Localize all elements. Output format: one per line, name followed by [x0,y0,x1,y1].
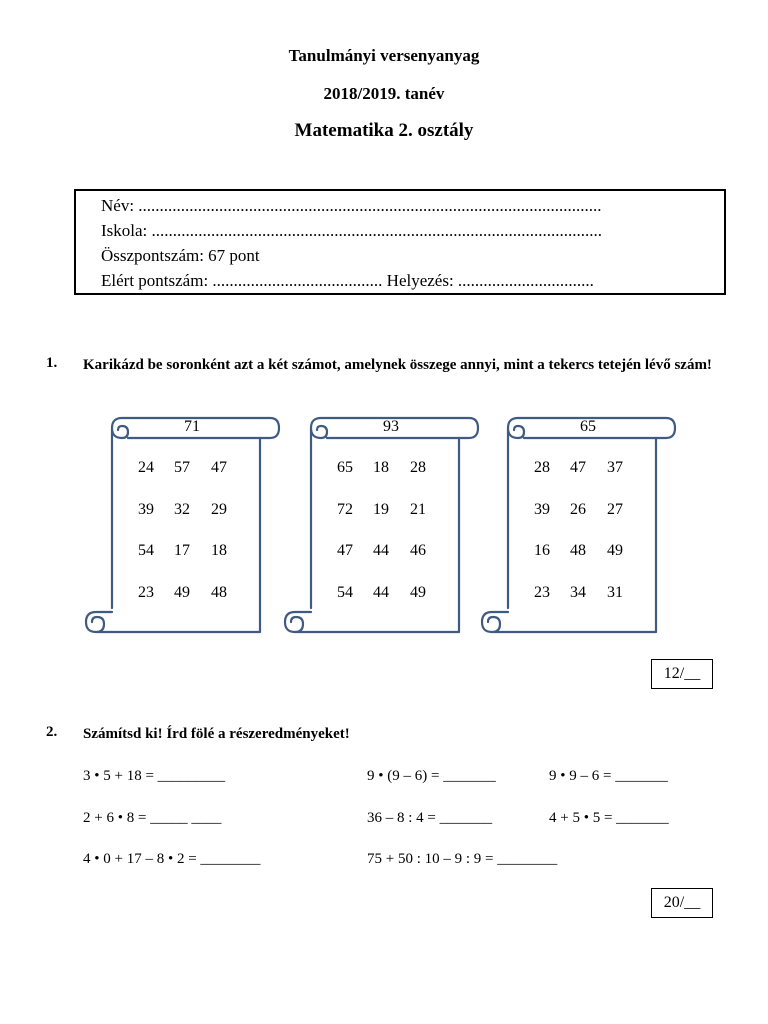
scroll-target-number: 71 [184,418,200,435]
scroll-number[interactable]: 39 [138,501,154,518]
scroll-number[interactable]: 72 [337,501,353,518]
scroll-number[interactable]: 17 [174,542,190,559]
scroll-number[interactable]: 26 [570,501,586,518]
scroll-number[interactable]: 18 [373,459,389,476]
scroll-target-number: 65 [580,418,596,435]
scroll-number[interactable]: 49 [607,542,623,559]
scroll-number[interactable]: 19 [373,501,389,518]
scroll-number[interactable]: 27 [607,501,623,518]
scroll-number[interactable]: 39 [534,501,550,518]
school-year: 2018/2019. tanév [323,84,445,103]
expression-2[interactable]: 9 • (9 – 6) = _______ [367,768,496,784]
question-2-text: Számítsd ki! Írd fölé a részeredményeket! [83,726,350,742]
scroll-number[interactable]: 28 [410,459,426,476]
scroll-target-number: 93 [383,418,399,435]
scroll-number[interactable]: 23 [534,584,550,601]
scroll-number[interactable]: 32 [174,501,190,518]
scroll-number[interactable]: 47 [337,542,353,559]
expression-8[interactable]: 75 + 50 : 10 – 9 : 9 = ________ [367,851,558,867]
name-field[interactable]: Név: ............................................................................................................. [101,196,602,215]
scroll-number[interactable]: 44 [373,542,389,559]
expression-6[interactable]: 4 + 5 • 5 = _______ [549,810,669,826]
subject-grade: Matematika 2. osztály [294,120,474,141]
total-points: Összpontszám: 67 pont [101,246,260,265]
question-1-score[interactable]: 12/__ [651,659,713,689]
document-title: Tanulmányi versenyanyag [288,46,480,65]
scroll-number[interactable]: 46 [410,542,426,559]
expression-3[interactable]: 9 • 9 – 6 = _______ [549,768,668,784]
scroll-number[interactable]: 24 [138,459,154,476]
expression-5[interactable]: 36 – 8 : 4 = _______ [367,810,493,826]
scroll-number[interactable]: 57 [174,459,190,476]
question-1-text: Karikázd be soronként azt a két számot, amelynek összege annyi, mint a tekercs tetején lévő szám! [83,357,712,373]
expression-4[interactable]: 2 + 6 • 8 = _____ ____ [83,810,222,826]
scroll-number[interactable]: 47 [570,459,586,476]
expression-1[interactable]: 3 • 5 + 18 = _________ [83,768,226,784]
scroll-number[interactable]: 37 [607,459,623,476]
scroll-number[interactable]: 34 [570,584,586,601]
expression-7[interactable]: 4 • 0 + 17 – 8 • 2 = ________ [83,851,261,867]
scroll-number[interactable]: 54 [337,584,353,601]
scroll-number[interactable]: 49 [174,584,190,601]
scroll-number[interactable]: 44 [373,584,389,601]
scroll-number[interactable]: 16 [534,542,550,559]
scroll-number[interactable]: 18 [211,542,227,559]
scroll-number[interactable]: 29 [211,501,227,518]
scroll-number[interactable]: 48 [211,584,227,601]
scroll-outline-icon [84,412,284,642]
scroll-number[interactable]: 31 [607,584,623,601]
scroll-number[interactable]: 47 [211,459,227,476]
achieved-points-field[interactable]: Elért pontszám: ........................................ Helyezés: ................................ [101,271,594,290]
scroll-outline-icon [283,412,483,642]
scroll-outline-icon [480,412,680,642]
question-2-score[interactable]: 20/__ [651,888,713,918]
scroll-65 [480,412,680,642]
scroll-number[interactable]: 65 [337,459,353,476]
question-2-number: 2. [46,724,58,740]
school-field[interactable]: Iskola: .......................................................................................................... [101,221,603,240]
scroll-number[interactable]: 21 [410,501,426,518]
scroll-number[interactable]: 48 [570,542,586,559]
scroll-71 [84,412,284,642]
scroll-number[interactable]: 49 [410,584,426,601]
scroll-number[interactable]: 28 [534,459,550,476]
student-info-box [74,189,726,295]
scroll-number[interactable]: 23 [138,584,154,601]
scroll-93 [283,412,483,642]
scroll-number[interactable]: 54 [138,542,154,559]
question-1-number: 1. [46,355,58,371]
